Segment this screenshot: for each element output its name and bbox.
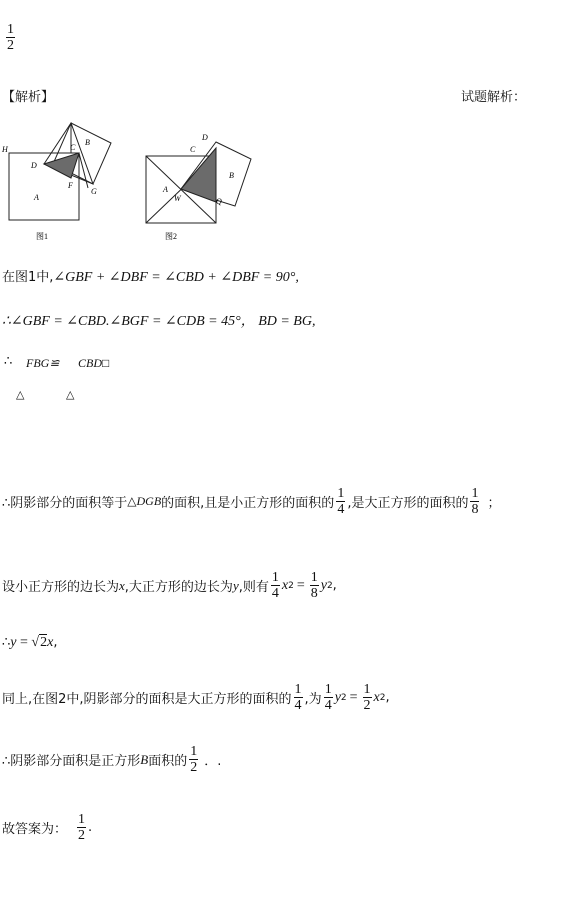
label-A: A xyxy=(34,193,39,202)
line-6: ∴ y = √ 2 x , xyxy=(2,634,58,650)
label-D: D xyxy=(31,161,37,170)
label-F: F xyxy=(68,181,73,190)
triangle-symbol-1: △ xyxy=(16,388,25,401)
top-fraction: $\frac{1}{2}$ xyxy=(7,22,14,53)
figure-2 xyxy=(146,133,251,241)
geometry-figure xyxy=(0,118,260,246)
label-C2: C xyxy=(190,145,196,154)
answer-line: 故答案为： $\frac{1}{2}$ . xyxy=(2,812,93,843)
label-C: C xyxy=(70,143,76,152)
line-2: ∴∠GBF = ∠CBD.∠BGF = ∠CDB = 45°， BD = BG, xyxy=(2,314,316,329)
line-8: ∴阴影部分面积是正方形 B 面积的 $\frac{1}{2}$ ．. xyxy=(2,744,222,775)
label-W: W xyxy=(174,194,181,203)
line-4: ∴阴影部分的面积等于 △DGB 的面积,且是小正方形的面积的 $\frac{1}{4}$ ,是大正方形的面积的 $\frac{1}{8}$ ； xyxy=(2,486,501,517)
label-H: H xyxy=(2,145,8,154)
line-1: 在图1中,∠GBF + ∠DBF = ∠CBD + ∠DBF = 90°, xyxy=(2,270,299,285)
fig1-caption: 图1 xyxy=(36,232,48,241)
label-B: B xyxy=(85,138,90,147)
label-G: G xyxy=(91,187,97,196)
congruence-part1: FBG≌ xyxy=(26,356,60,370)
label-Q: Q xyxy=(216,197,222,206)
label-A2: A xyxy=(163,185,168,194)
figure-1 xyxy=(1,123,111,241)
solution-heading: 试题解析： xyxy=(461,90,527,105)
analysis-heading: 【解析】 xyxy=(2,90,55,105)
line-7: 同上,在图2中,阴影部分的面积是大正方形的面积的 $\frac{1}{4}$ ,为 $\frac{1}{4}$ y 2 = $\frac{1}{2}$ x 2 , xyxy=(2,682,390,713)
label-D2: D xyxy=(202,133,208,142)
triangle-symbol-2: △ xyxy=(66,388,75,401)
fig2-caption: 图2 xyxy=(165,232,177,241)
line-5: 设小正方形的边长为 x ,大正方形的边长为 y ,则有 $\frac{1}{4}$ x 2 = $\frac{1}{8}$ y 2 , xyxy=(2,570,337,601)
line-3: ∴ xyxy=(4,354,13,369)
congruence-part2: CBD□ xyxy=(78,356,110,370)
label-B2: B xyxy=(229,171,234,180)
